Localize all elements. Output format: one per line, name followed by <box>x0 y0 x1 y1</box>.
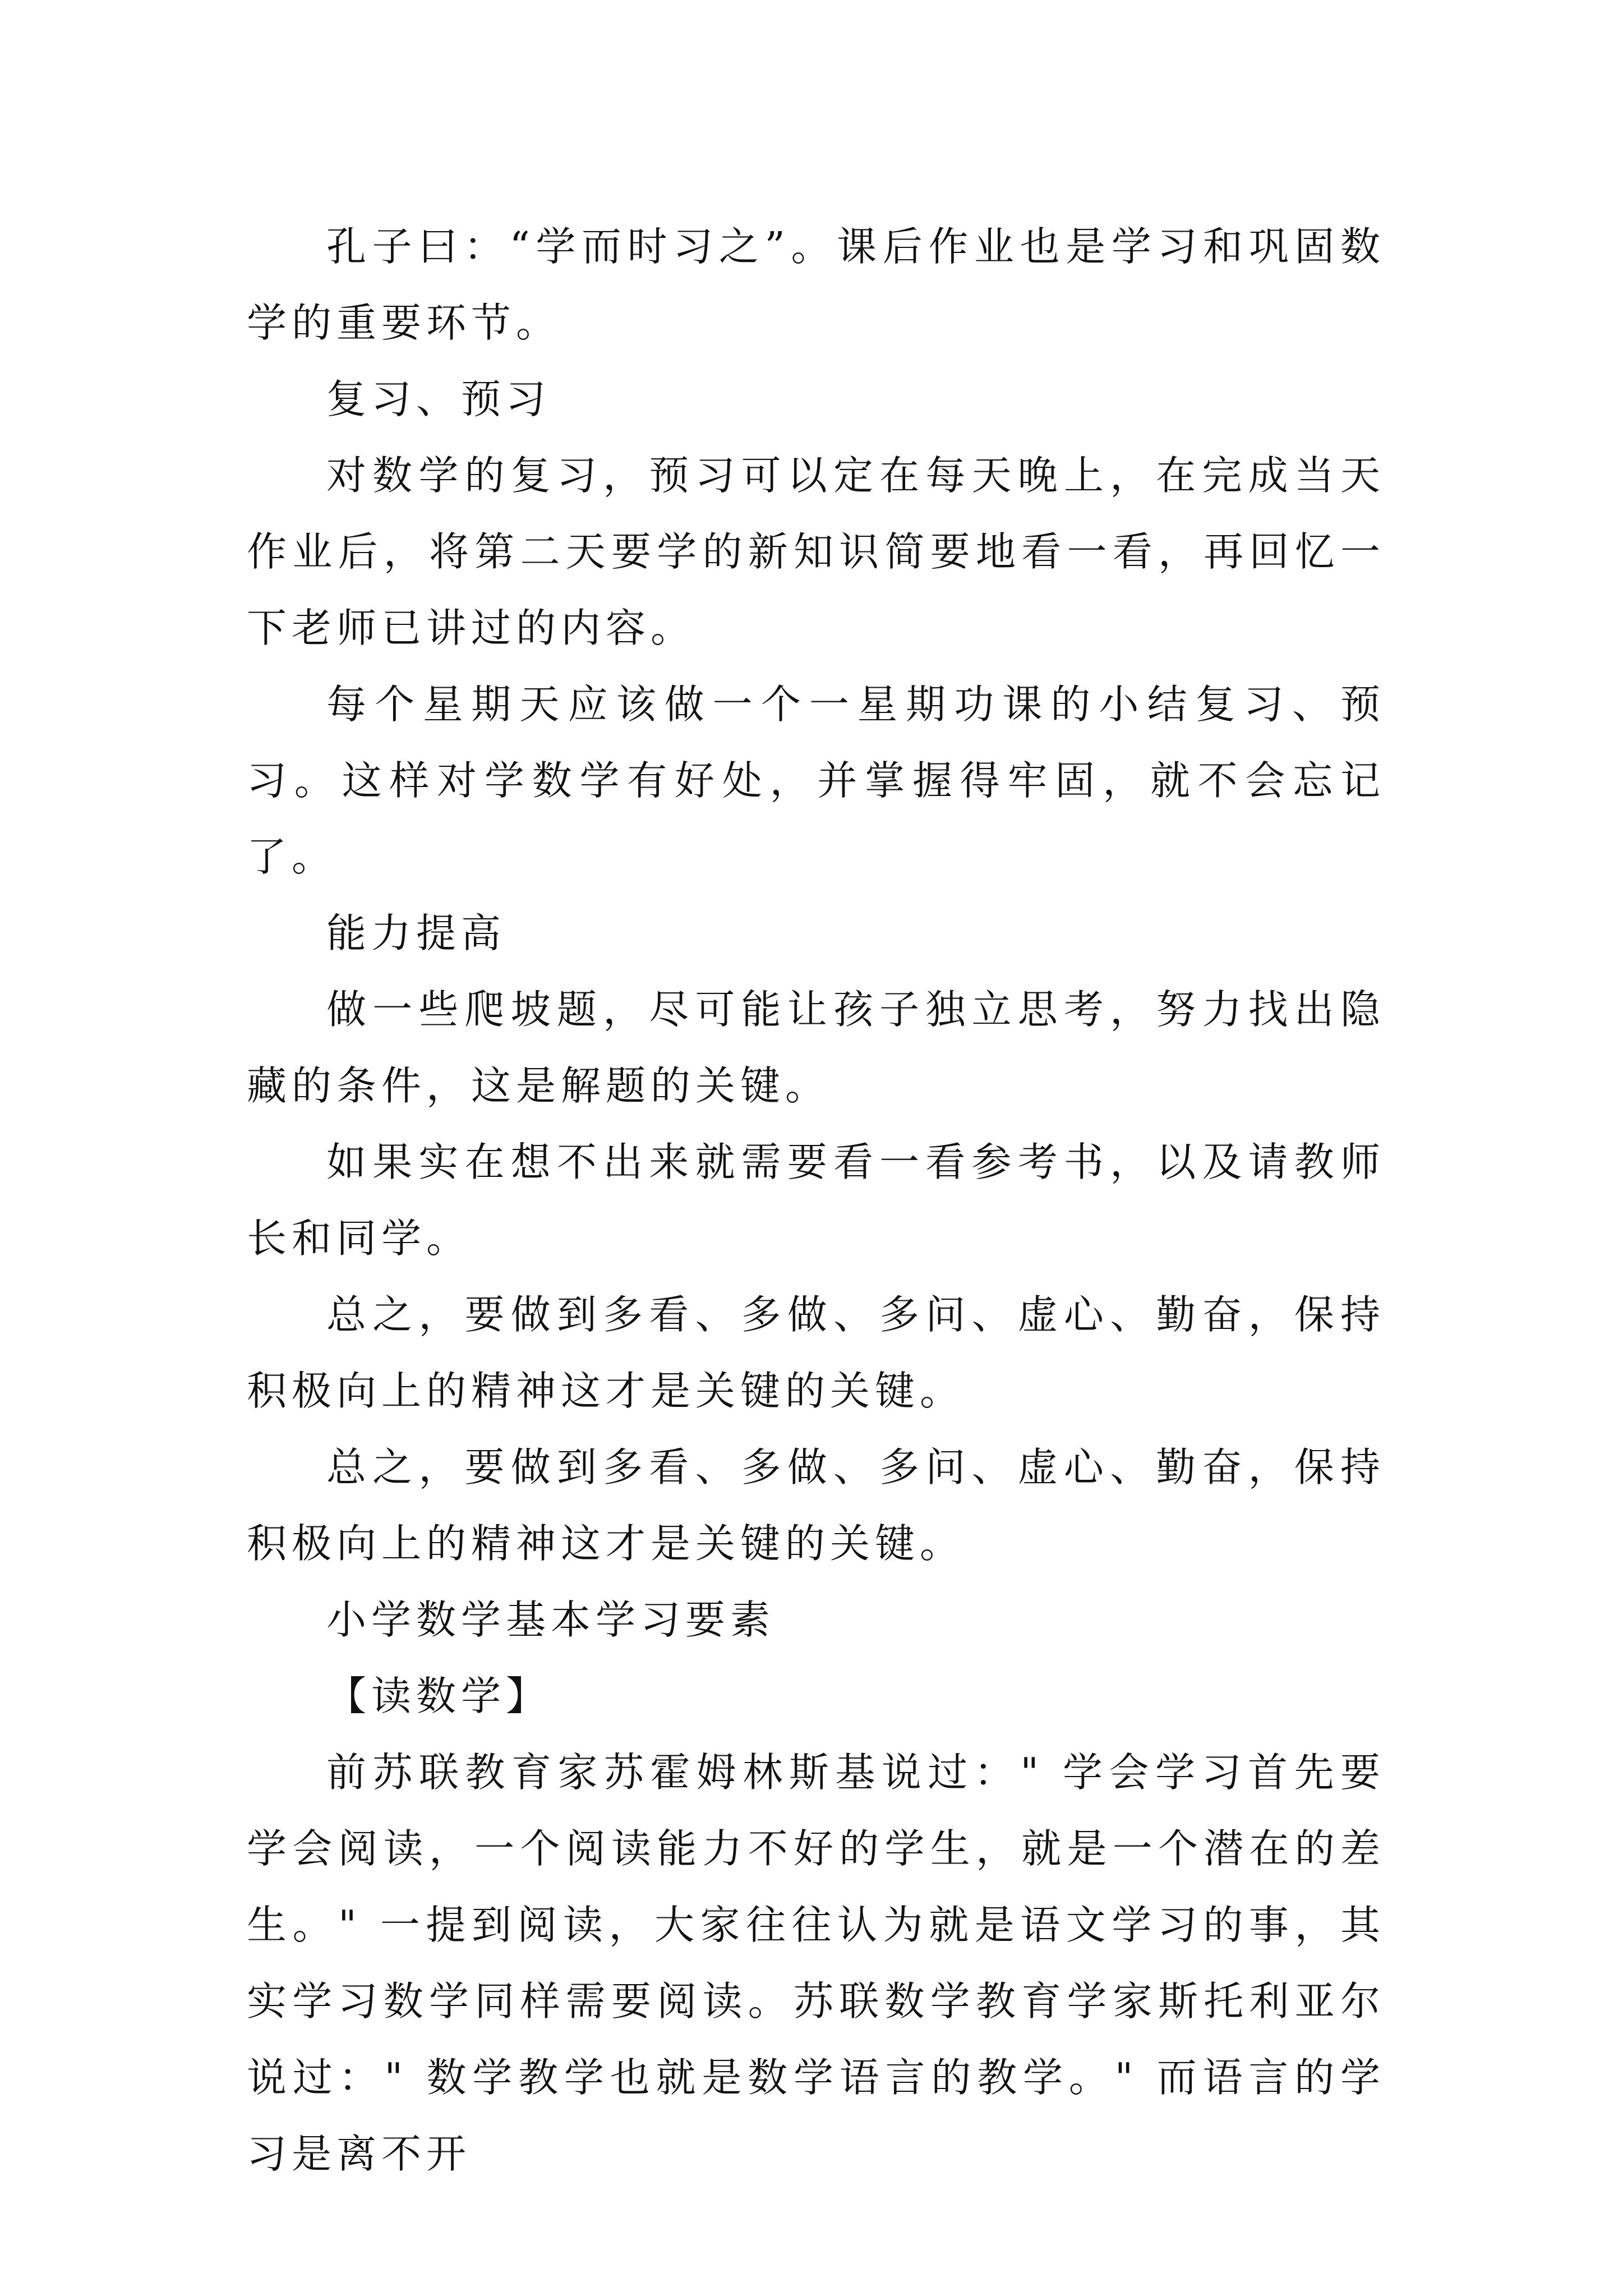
paragraph-summary-2: 总之，要做到多看、多做、多问、虚心、勤奋，保持积极向上的精神这才是关键的关键。 <box>247 1444 1385 1567</box>
paragraph-challenge-problems: 做一些爬坡题，尽可能让孩子独立思考，努力找出隐藏的条件，这是解题的关键。 <box>247 986 1385 1109</box>
heading-ability-improvement: 能力提高 <box>326 910 506 956</box>
heading-review-preview: 复习、预习 <box>326 376 551 422</box>
paragraph-summary-1: 总之，要做到多看、多做、多问、虚心、勤奋，保持积极向上的精神这才是关键的关键。 <box>247 1291 1385 1414</box>
paragraph-homework: 孔子曰：“学而时习之”。课后作业也是学习和巩固数学的重要环节。 <box>247 223 1385 346</box>
paragraph-reading-importance: 前苏联教育家苏霍姆林斯基说过：" 学会学习首先要学会阅读，一个阅读能力不好的学生，就是一个潜在的差生。" 一提到阅读，大家往往认为就是语文学习的事，其实学习数学同样需要阅读。苏联数学教育学家斯托利亚尔说过：" 数学教学也就是数学语言的教学。" 而语言的学习是离不开 <box>247 1749 1385 2177</box>
paragraph-reference-books: 如果实在想不出来就需要看一看参考书，以及请教师长和同学。 <box>247 1139 1385 1262</box>
paragraph-weekly-summary: 每个星期天应该做一个一星期功课的小结复习、预习。这样对学数学有好处，并掌握得牢固，就不会忘记了。 <box>247 681 1385 880</box>
paragraph-review-evening: 对数学的复习，预习可以定在每天晚上，在完成当天作业后，将第二天要学的新知识简要地看一看，再回忆一下老师已讲过的内容。 <box>247 452 1385 651</box>
document-body <box>247 209 1385 2192</box>
heading-basic-elements: 小学数学基本学习要素 <box>326 1596 776 1643</box>
heading-read-math: 【读数学】 <box>326 1673 551 1719</box>
